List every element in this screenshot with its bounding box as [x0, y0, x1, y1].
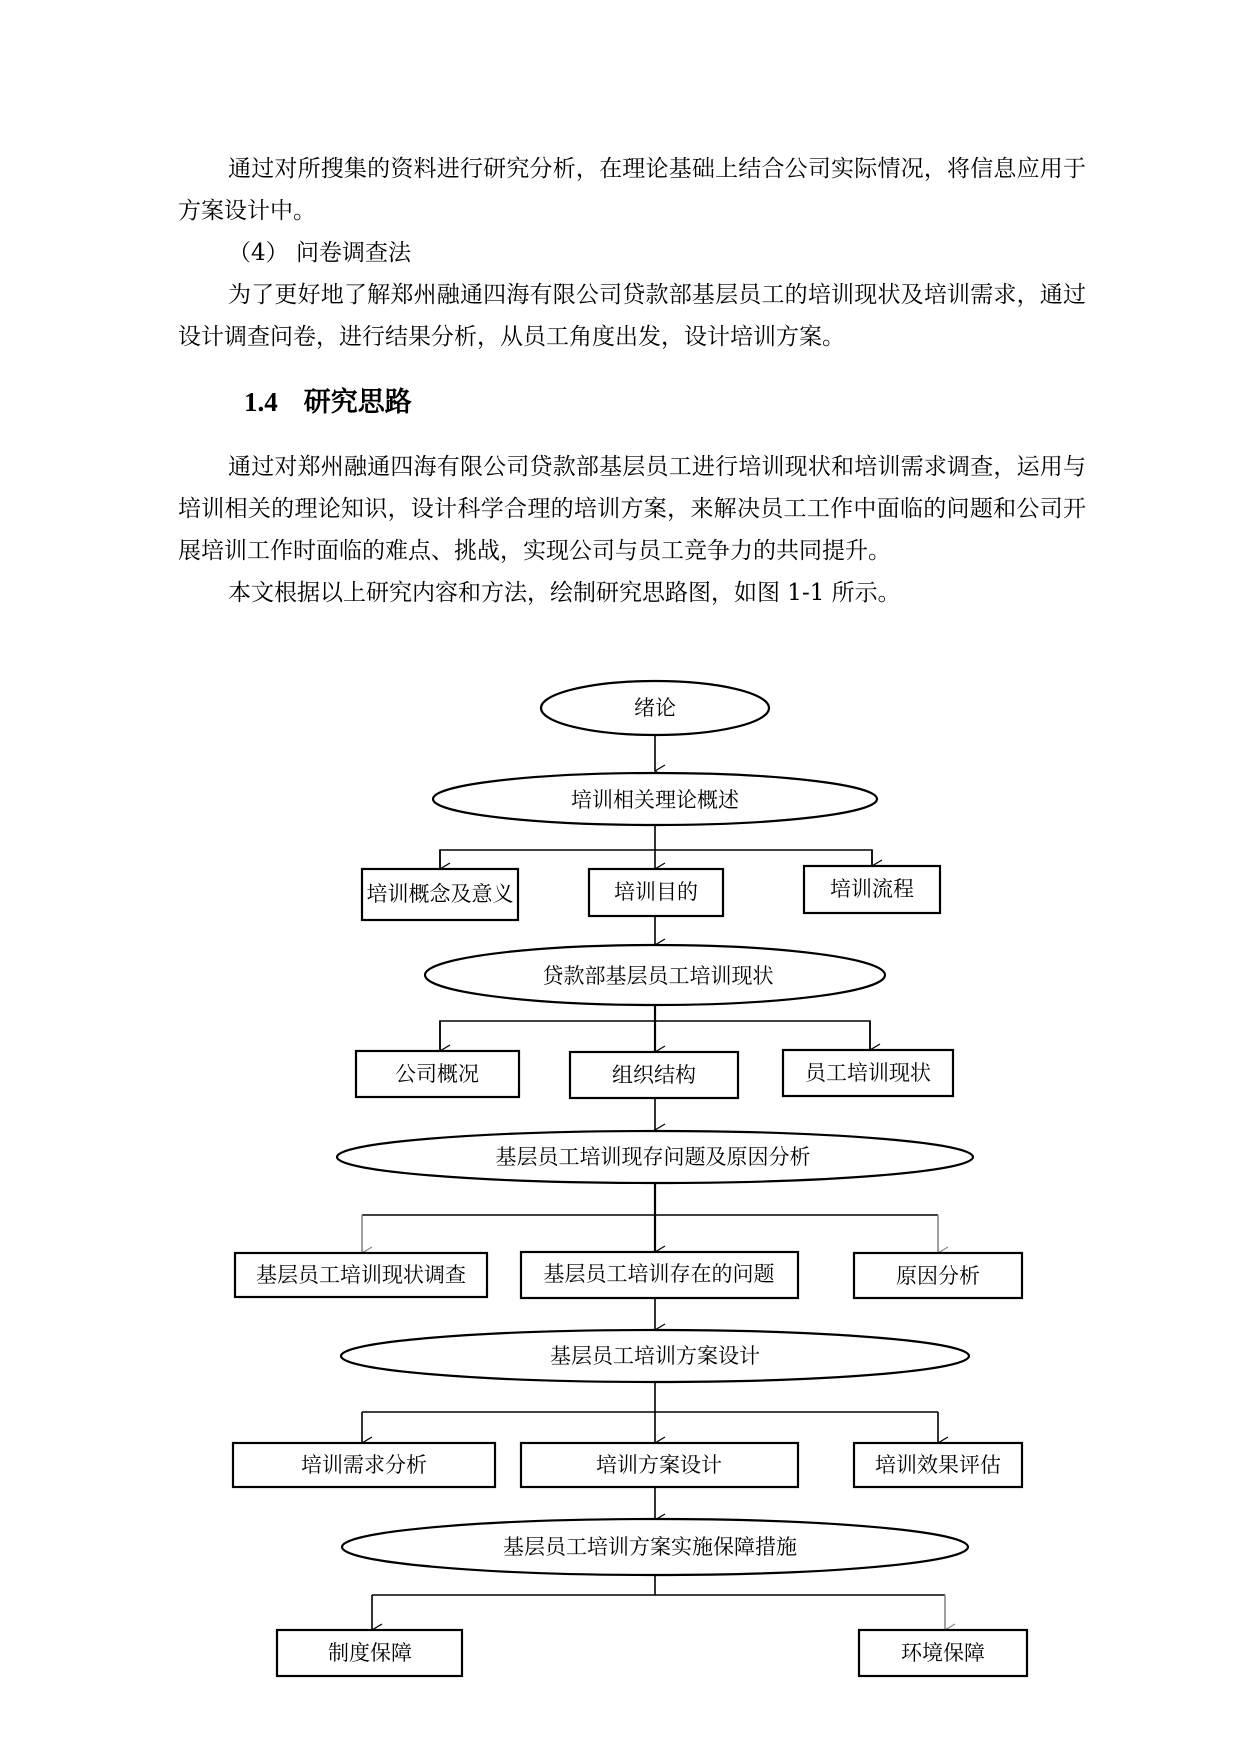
paragraph-method-summary: 通过对所搜集的资料进行研究分析，在理论基础上结合公司实际情况，将信息应用于方案设计中。 — [178, 156, 1086, 224]
paragraph-research-approach: 通过对郑州融通四海有限公司贷款部基层员工进行培训现状和培训需求调查，运用与培训相关的理论知识，设计科学合理的培训方案，来解决员工工作中面临的问题和公司开展培训工作时面临的难点、挑战，实现公司与员工竞争力的共同提升。 — [178, 454, 1086, 564]
node-survey-label: 基层员工培训现状调查 — [256, 1263, 466, 1287]
section-number: 1.4 — [244, 387, 278, 417]
node-plan-label: 培训方案设计 — [596, 1453, 722, 1477]
paragraph-questionnaire-body: 为了更好地了解郑州融通四海有限公司贷款部基层员工的培训现状及培训需求，通过设计调查问卷，进行结果分析，从员工角度出发，设计培训方案。 — [178, 282, 1086, 350]
node-staff-label: 员工培训现状 — [805, 1061, 931, 1085]
node-theory-label: 培训相关理论概述 — [571, 788, 739, 812]
node-design-label: 基层员工培训方案设计 — [550, 1344, 760, 1368]
node-org-label: 组织结构 — [612, 1063, 696, 1087]
node-eval-label: 培训效果评估 — [875, 1453, 1001, 1477]
node-env-label: 环境保障 — [901, 1641, 985, 1665]
node-company-label: 公司概况 — [395, 1062, 479, 1086]
node-needs-label: 培训需求分析 — [301, 1453, 427, 1477]
flowchart-nodes — [233, 681, 1027, 1676]
node-problems-label: 基层员工培训现存问题及原因分析 — [495, 1145, 811, 1169]
node-system-label: 制度保障 — [328, 1641, 412, 1665]
node-status-label: 贷款部基层员工培训现状 — [542, 964, 774, 988]
node-measures-label: 基层员工培训方案实施保障措施 — [503, 1535, 797, 1559]
node-concept-label: 培训概念及意义 — [366, 882, 514, 906]
node-cause-label: 原因分析 — [896, 1264, 980, 1288]
node-process-label: 培训流程 — [830, 877, 914, 901]
node-purpose-label: 培训目的 — [614, 880, 698, 904]
node-existing-label: 基层员工培训存在的问题 — [543, 1262, 775, 1286]
paragraph-questionnaire-heading: （4） 问卷调查法 — [228, 240, 411, 266]
node-intro-label: 绪论 — [634, 696, 676, 720]
section-title: 研究思路 — [303, 387, 412, 418]
paragraph-figure-reference: 本文根据以上研究内容和方法，绘制研究思路图，如图 1-1 所示。 — [228, 580, 901, 606]
